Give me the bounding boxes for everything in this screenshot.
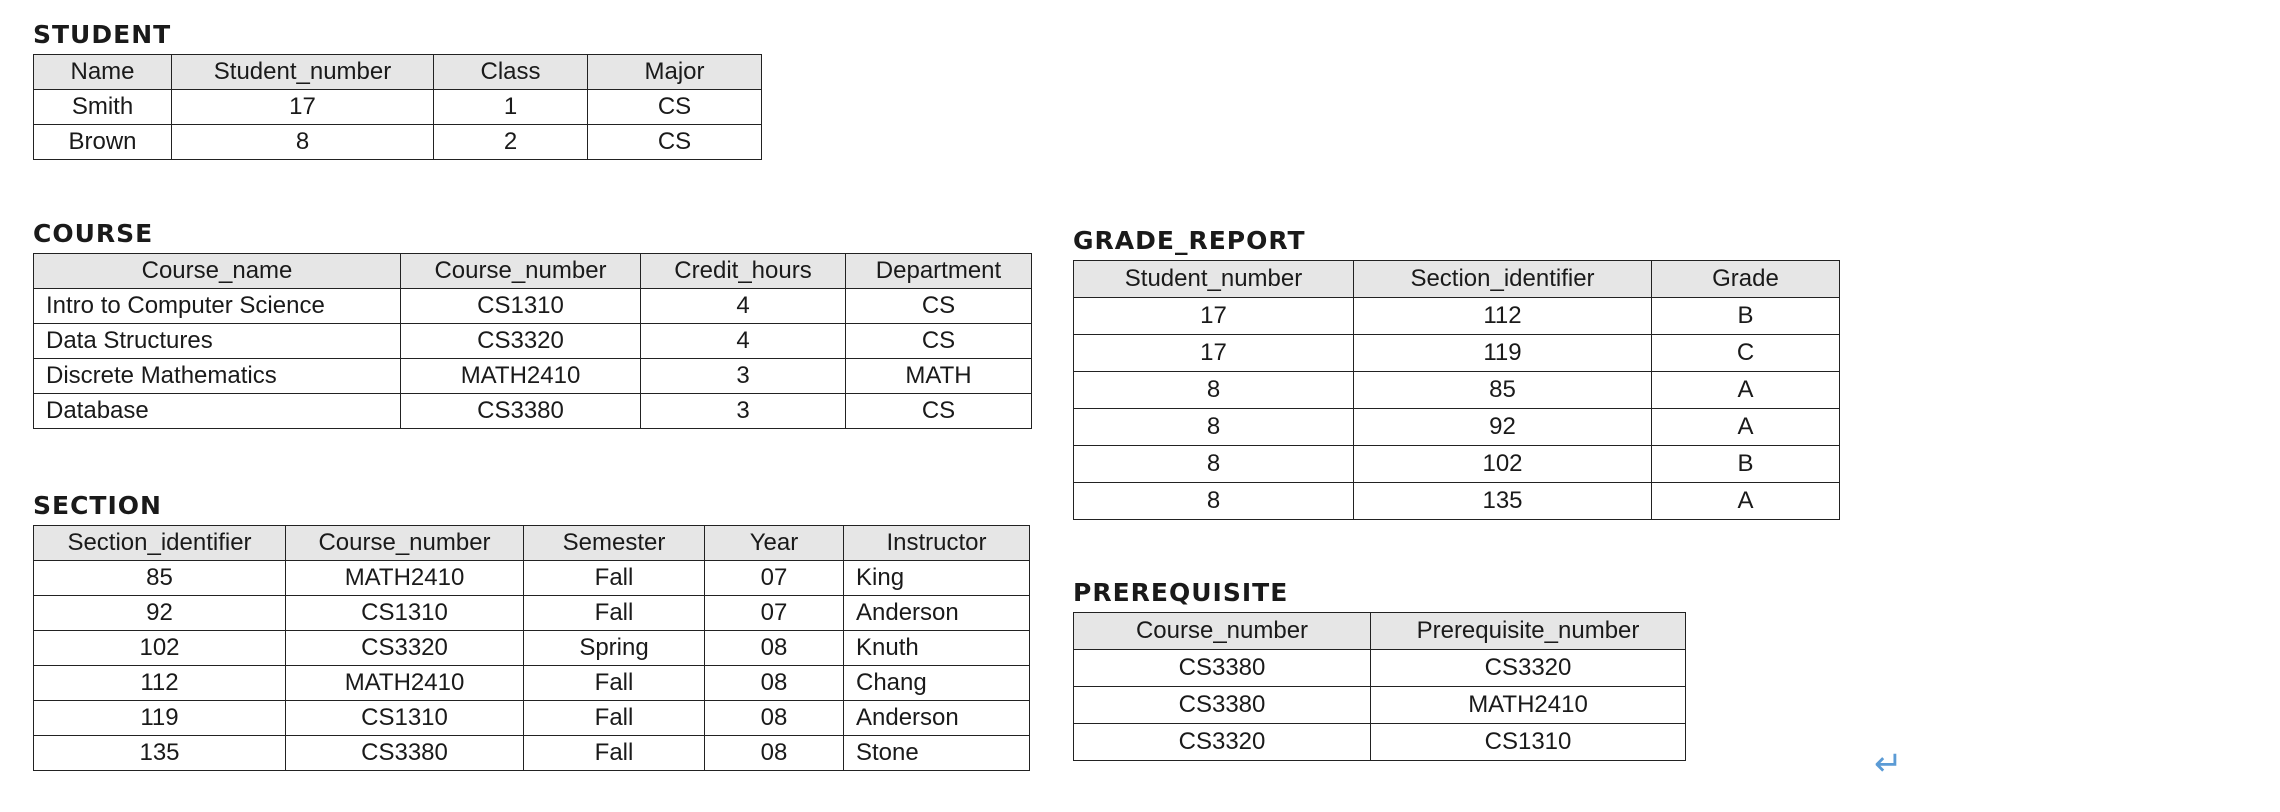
section-table-block	[33, 491, 1030, 771]
table-cell: CS1310	[286, 596, 524, 631]
table-cell: 08	[705, 666, 844, 701]
table-row	[34, 90, 762, 125]
table-cell: CS3320	[401, 324, 641, 359]
table-cell: 102	[1354, 446, 1652, 483]
column-header: Prerequisite_number	[1371, 613, 1686, 650]
table-row	[34, 631, 1030, 666]
prerequisite-table-title: PREREQUISITE	[1073, 578, 1289, 607]
table-cell: 08	[705, 631, 844, 666]
table-cell: 2	[434, 125, 588, 160]
table-cell: CS3320	[1074, 724, 1371, 761]
table-cell: MATH2410	[1371, 687, 1686, 724]
table-cell: Data Structures	[34, 324, 401, 359]
table-cell: 07	[705, 561, 844, 596]
course-table	[33, 253, 1032, 429]
table-row	[34, 701, 1030, 736]
table-cell: 08	[705, 701, 844, 736]
table-cell: CS3380	[1074, 650, 1371, 687]
table-row	[34, 359, 1032, 394]
table-cell: A	[1652, 483, 1840, 520]
table-cell: 119	[1354, 335, 1652, 372]
table-cell: 17	[172, 90, 434, 125]
table-header-row	[34, 526, 1030, 561]
table-row	[34, 736, 1030, 771]
table-cell: King	[844, 561, 1030, 596]
table-row	[1074, 298, 1840, 335]
table-cell: 135	[1354, 483, 1652, 520]
table-cell: CS3380	[1074, 687, 1371, 724]
column-header: Student_number	[172, 55, 434, 90]
table-cell: CS3380	[401, 394, 641, 429]
column-header: Student_number	[1074, 261, 1354, 298]
table-cell: Intro to Computer Science	[34, 289, 401, 324]
table-cell: A	[1652, 409, 1840, 446]
table-cell: 3	[641, 394, 846, 429]
table-cell: 92	[1354, 409, 1652, 446]
table-cell: 8	[1074, 446, 1354, 483]
column-header: Credit_hours	[641, 254, 846, 289]
table-row	[34, 289, 1032, 324]
table-row	[1074, 650, 1686, 687]
column-header: Year	[705, 526, 844, 561]
table-row	[1074, 372, 1840, 409]
table-cell: 85	[34, 561, 286, 596]
column-header: Name	[34, 55, 172, 90]
column-header: Course_number	[286, 526, 524, 561]
table-row	[34, 324, 1032, 359]
table-cell: Database	[34, 394, 401, 429]
table-cell: B	[1652, 446, 1840, 483]
table-cell: 17	[1074, 298, 1354, 335]
table-cell: 17	[1074, 335, 1354, 372]
column-header: Major	[588, 55, 762, 90]
table-cell: CS3380	[286, 736, 524, 771]
table-cell: 85	[1354, 372, 1652, 409]
table-row	[1074, 724, 1686, 761]
table-cell: CS	[846, 324, 1032, 359]
course-table-title: COURSE	[33, 219, 154, 248]
table-cell: 8	[1074, 483, 1354, 520]
grade-report-table-title: GRADE_REPORT	[1073, 226, 1306, 255]
table-row	[1074, 409, 1840, 446]
table-row	[34, 666, 1030, 701]
table-cell: Fall	[524, 666, 705, 701]
table-header-row	[34, 254, 1032, 289]
grade-report-table-block	[1073, 226, 1840, 520]
table-cell: B	[1652, 298, 1840, 335]
table-cell: Fall	[524, 701, 705, 736]
column-header: Instructor	[844, 526, 1030, 561]
column-header: Grade	[1652, 261, 1840, 298]
table-cell: MATH2410	[286, 666, 524, 701]
table-cell: CS	[588, 125, 762, 160]
table-cell: Stone	[844, 736, 1030, 771]
table-cell: 119	[34, 701, 286, 736]
table-row	[34, 125, 762, 160]
table-cell: CS3320	[1371, 650, 1686, 687]
table-cell: 8	[1074, 372, 1354, 409]
table-cell: C	[1652, 335, 1840, 372]
student-table-block	[33, 20, 762, 160]
table-cell: 135	[34, 736, 286, 771]
table-cell: CS	[846, 394, 1032, 429]
table-cell: CS	[588, 90, 762, 125]
student-table	[33, 54, 762, 160]
table-cell: CS1310	[286, 701, 524, 736]
table-cell: 4	[641, 324, 846, 359]
table-cell: Anderson	[844, 596, 1030, 631]
table-cell: 07	[705, 596, 844, 631]
section-table-title: SECTION	[33, 491, 162, 520]
table-row	[1074, 335, 1840, 372]
table-cell: 112	[1354, 298, 1652, 335]
prerequisite-table-block	[1073, 578, 1686, 761]
table-cell: MATH2410	[401, 359, 641, 394]
column-header: Section_identifier	[1354, 261, 1652, 298]
table-cell: Spring	[524, 631, 705, 666]
table-cell: 4	[641, 289, 846, 324]
table-cell: Discrete Mathematics	[34, 359, 401, 394]
table-header-row	[34, 55, 762, 90]
table-cell: Knuth	[844, 631, 1030, 666]
table-row	[34, 561, 1030, 596]
table-row	[1074, 687, 1686, 724]
column-header: Course_number	[401, 254, 641, 289]
course-table-block	[33, 219, 1032, 429]
table-cell: Chang	[844, 666, 1030, 701]
table-cell: Fall	[524, 561, 705, 596]
table-cell: 112	[34, 666, 286, 701]
column-header: Course_number	[1074, 613, 1371, 650]
column-header: Course_name	[34, 254, 401, 289]
student-table-title: STUDENT	[33, 20, 172, 49]
table-cell: 92	[34, 596, 286, 631]
section-table	[33, 525, 1030, 771]
table-cell: Fall	[524, 736, 705, 771]
table-cell: 3	[641, 359, 846, 394]
table-header-row	[1074, 261, 1840, 298]
table-row	[1074, 483, 1840, 520]
table-cell: MATH2410	[286, 561, 524, 596]
table-cell: CS	[846, 289, 1032, 324]
column-header: Department	[846, 254, 1032, 289]
table-row	[1074, 446, 1840, 483]
table-row	[34, 394, 1032, 429]
table-header-row	[1074, 613, 1686, 650]
table-cell: Anderson	[844, 701, 1030, 736]
column-header: Section_identifier	[34, 526, 286, 561]
column-header: Class	[434, 55, 588, 90]
table-cell: CS1310	[401, 289, 641, 324]
table-cell: 8	[1074, 409, 1354, 446]
table-cell: A	[1652, 372, 1840, 409]
table-cell: 102	[34, 631, 286, 666]
table-row	[34, 596, 1030, 631]
table-cell: 8	[172, 125, 434, 160]
table-cell: 08	[705, 736, 844, 771]
table-cell: CS1310	[1371, 724, 1686, 761]
table-cell: MATH	[846, 359, 1032, 394]
column-header: Semester	[524, 526, 705, 561]
return-arrow-icon: ↵	[1874, 745, 1903, 783]
table-cell: 1	[434, 90, 588, 125]
table-cell: Fall	[524, 596, 705, 631]
table-cell: Brown	[34, 125, 172, 160]
table-cell: CS3320	[286, 631, 524, 666]
grade-report-table	[1073, 260, 1840, 520]
table-cell: Smith	[34, 90, 172, 125]
prerequisite-table	[1073, 612, 1686, 761]
